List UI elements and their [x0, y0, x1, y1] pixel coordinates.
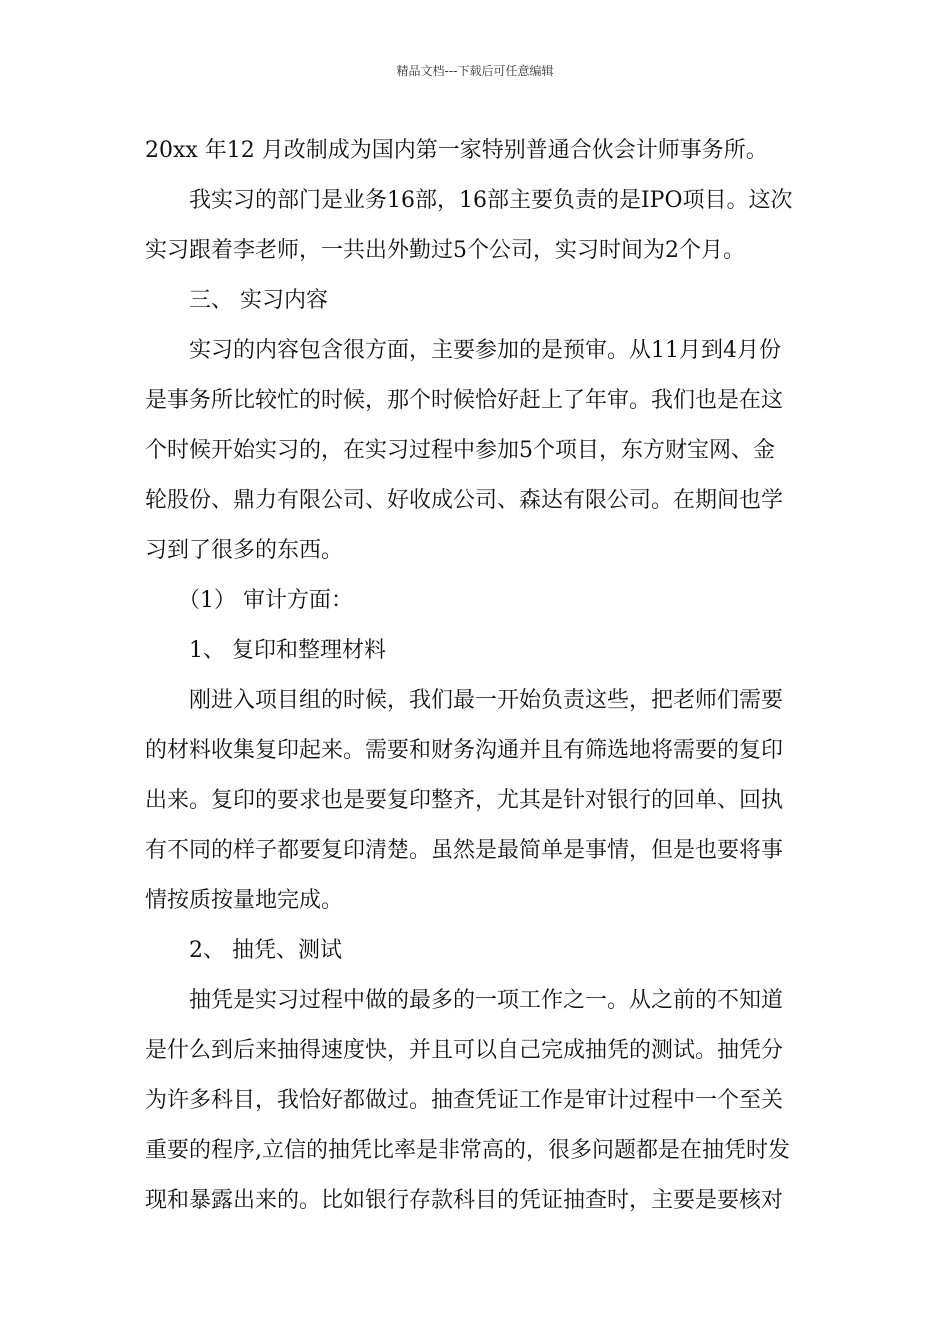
- section-heading: 三、 实习内容: [145, 288, 328, 313]
- body-line: 20xx 年12 月改制成为国内第一家特别普通合伙会计师事务所。: [145, 138, 768, 163]
- body-line: 抽凭是实习过程中做的最多的一项工作之一。从之前的不知道: [145, 988, 784, 1013]
- body-line: 有不同的样子都要复印清楚。虽然是最简单是事情，但是也要将事: [145, 838, 784, 863]
- body-line: 刚进入项目组的时候，我们最一开始负责这些，把老师们需要: [145, 688, 784, 713]
- page-header: 精品文档---下载后可任意编辑: [396, 64, 554, 78]
- body-line: 实习的内容包含很方面，主要参加的是预审。从11月到4月份: [145, 338, 781, 363]
- body-line: 为许多科目，我恰好都做过。抽查凭证工作是审计过程中一个至关: [145, 1088, 784, 1113]
- body-line: 是什么到后来抽得速度快，并且可以自己完成抽凭的测试。抽凭分: [145, 1038, 784, 1063]
- body-line: 习到了很多的东西。: [145, 538, 344, 563]
- subsection-heading: （1） 审计方面：: [145, 588, 353, 613]
- body-line: 个时候开始实习的，在实习过程中参加5个项目，东方财宝网、金: [145, 438, 775, 463]
- body-line: 情按质按量地完成。: [145, 888, 344, 913]
- body-line: 现和暴露出来的。比如银行存款科目的凭证抽查时，主要是要核对: [145, 1188, 784, 1213]
- body-line: 我实习的部门是业务16部，16部主要负责的是IPO项目。这次: [145, 188, 793, 213]
- body-line: 重要的程序,立信的抽凭比率是非常高的，很多问题都是在抽凭时发: [145, 1138, 790, 1163]
- body-line: 出来。复印的要求也是要复印整齐，尤其是针对银行的回单、回执: [145, 788, 784, 813]
- item-heading: 2、 抽凭、测试: [145, 938, 342, 963]
- body-line: 实习跟着李老师，一共出外勤过5个公司，实习时间为2个月。: [145, 238, 745, 263]
- body-line: 的材料收集复印起来。需要和财务沟通并且有筛选地将需要的复印: [145, 738, 784, 763]
- body-line: 轮股份、鼎力有限公司、好收成公司、森达有限公司。在期间也学: [145, 488, 784, 513]
- item-heading: 1、 复印和整理材料: [145, 638, 386, 663]
- body-line: 是事务所比较忙的时候，那个时候恰好赶上了年审。我们也是在这: [145, 388, 784, 413]
